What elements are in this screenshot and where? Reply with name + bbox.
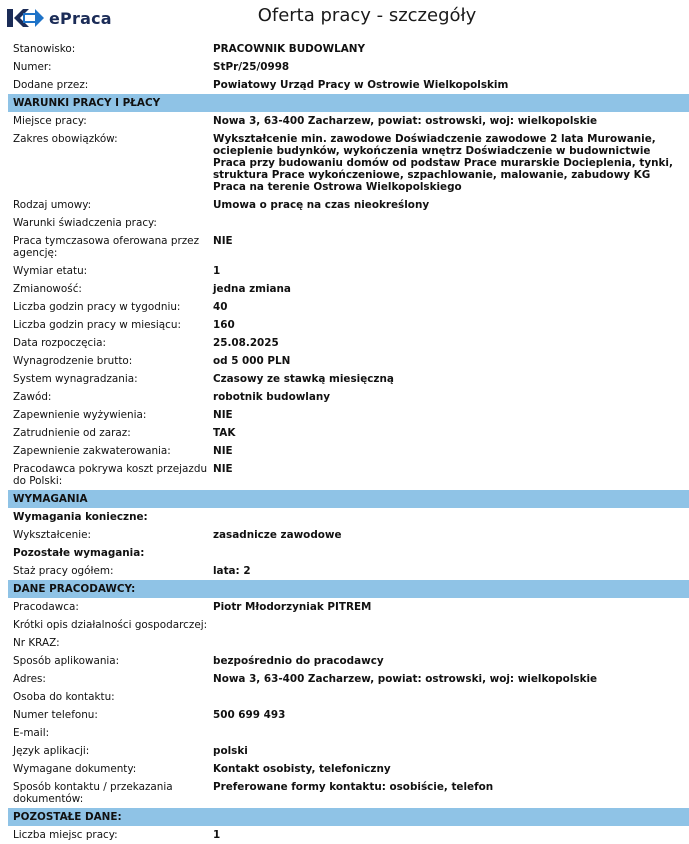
detail-row [8, 742, 689, 760]
detail-row [8, 316, 689, 334]
detail-row [8, 724, 689, 742]
detail-value: robotnik budowlany [213, 391, 331, 403]
detail-row [8, 526, 689, 544]
detail-row [8, 424, 689, 442]
detail-value: Nowa 3, 63-400 Zacharzew, powiat: ostrowski, woj: wielkopolskie [213, 673, 598, 685]
detail-row [8, 232, 689, 262]
detail-value: lata: 2 [213, 565, 251, 577]
detail-label: Sposób aplikowania: [13, 655, 120, 667]
detail-value: 1 [213, 829, 221, 841]
detail-value: StPr/25/0998 [213, 61, 290, 73]
detail-row [8, 388, 689, 406]
detail-label: Staż pracy ogółem: [13, 565, 114, 577]
detail-value: NIE [213, 463, 233, 475]
detail-label: Dodane przez: [13, 79, 89, 91]
detail-row [8, 334, 689, 352]
detail-label: Osoba do kontaktu: [13, 691, 115, 703]
detail-value: Umowa o pracę na czas nieokreślony [213, 199, 430, 211]
detail-label: Wymagane dokumenty: [13, 763, 137, 775]
detail-row [8, 112, 689, 130]
detail-value: 500 699 493 [213, 709, 286, 721]
detail-label: Data rozpoczęcia: [13, 337, 106, 349]
other-rows [8, 562, 689, 580]
detail-label: Wynagrodzenie brutto: [13, 355, 133, 367]
detail-value: NIE [213, 235, 233, 247]
warunki-rows [8, 112, 689, 490]
detail-value [213, 637, 689, 649]
detail-value: Kontakt osobisty, telefoniczny [213, 763, 391, 775]
detail-label: Wymiar etatu: [13, 265, 88, 277]
detail-value: NIE [213, 445, 233, 457]
detail-label: Zawód: [13, 391, 52, 403]
detail-value: Piotr Młodorzyniak PITREM [213, 601, 372, 613]
page-title: Oferta pracy - szczegóły [257, 5, 477, 26]
detail-row [8, 706, 689, 724]
pozostale-rows [8, 826, 689, 844]
section-pozostale: POZOSTAŁE DANE: [8, 808, 689, 826]
required-rows [8, 526, 689, 544]
detail-value: jedna zmiana [213, 283, 291, 295]
detail-value: 25.08.2025 [213, 337, 279, 349]
pracodawca-rows [8, 598, 689, 808]
detail-row [8, 58, 689, 76]
detail-label: Numer: [13, 61, 52, 73]
detail-value: 160 [213, 319, 235, 331]
detail-label: Krótki opis działalności gospodarczej: [13, 619, 208, 631]
detail-row [8, 76, 689, 94]
detail-value: NIE [213, 409, 233, 421]
detail-row [8, 688, 689, 706]
detail-value: 1 [213, 265, 221, 277]
detail-label: Pracodawca pokrywa koszt przejazdu do Polski: [13, 463, 208, 487]
detail-row [8, 778, 689, 808]
detail-value: Preferowane formy kontaktu: osobiście, telefon [213, 781, 494, 793]
detail-label: Liczba godzin pracy w tygodniu: [13, 301, 181, 313]
detail-value: bezpośrednio do pracodawcy [213, 655, 384, 667]
epraca-logo-icon [5, 7, 45, 29]
detail-row [8, 196, 689, 214]
detail-value [213, 217, 689, 229]
detail-row [8, 280, 689, 298]
detail-label: Miejsce pracy: [13, 115, 87, 127]
detail-label: Język aplikacji: [13, 745, 90, 757]
detail-label: Liczba miejsc pracy: [13, 829, 118, 841]
detail-label: Nr KRAZ: [13, 637, 60, 649]
section-pracodawca: DANE PRACODAWCY: [8, 580, 689, 598]
detail-value [213, 727, 689, 739]
detail-label: Rodzaj umowy: [13, 199, 92, 211]
page-header [0, 0, 689, 38]
logo-text: ePraca [49, 8, 112, 28]
detail-label: E-mail: [13, 727, 50, 739]
detail-row [8, 298, 689, 316]
detail-row [8, 40, 689, 58]
detail-row [8, 406, 689, 424]
detail-label: Adres: [13, 673, 46, 685]
detail-row [8, 562, 689, 580]
detail-value: zasadnicze zawodowe [213, 529, 342, 541]
detail-value: Nowa 3, 63-400 Zacharzew, powiat: ostrowski, woj: wielkopolskie [213, 115, 598, 127]
detail-value: Powiatowy Urząd Pracy w Ostrowie Wielkopolskim [213, 79, 509, 91]
detail-label: Zmianowość: [13, 283, 82, 295]
detail-label: System wynagradzania: [13, 373, 138, 385]
detail-value: Wykształcenie min. zawodowe Doświadczenie zawodowe 2 lata Murowanie, ocieplenie budynków, wykończenia wnętrz Doświadczenie w budownictwie Praca przy budowaniu domów od podstaw Prace murarskie Docieplenia, tynki, struktura Prace wykończeniowe, szpachlowanie, malowanie, zabudowy KG Praca na terenie Ostrowa Wielkopolskiego [213, 133, 673, 193]
detail-row [8, 760, 689, 778]
detail-row [8, 634, 689, 652]
detail-row [8, 460, 689, 490]
detail-label: Numer telefonu: [13, 709, 98, 721]
detail-value: Czasowy ze stawką miesięczną [213, 373, 394, 385]
section-wymagania: WYMAGANIA [8, 490, 689, 508]
detail-value: polski [213, 745, 248, 757]
detail-label: Warunki świadczenia pracy: [13, 217, 157, 229]
detail-value [213, 619, 689, 631]
detail-row [8, 352, 689, 370]
detail-label: Praca tymczasowa oferowana przez agencję: [13, 235, 200, 259]
detail-row [8, 214, 689, 232]
offer-details [8, 40, 689, 844]
top-rows [8, 40, 689, 94]
detail-value: od 5 000 PLN [213, 355, 291, 367]
detail-label: Stanowisko: [13, 43, 76, 55]
detail-row [8, 262, 689, 280]
required-heading: Wymagania konieczne: [13, 511, 148, 523]
detail-row [8, 826, 689, 844]
detail-row [8, 652, 689, 670]
detail-value: TAK [213, 427, 236, 439]
detail-row [8, 130, 689, 196]
detail-label: Zapewnienie zakwaterowania: [13, 445, 171, 457]
detail-label: Sposób kontaktu / przekazania dokumentów: [13, 781, 173, 805]
detail-row [8, 598, 689, 616]
detail-row [8, 616, 689, 634]
detail-value [213, 691, 689, 703]
detail-row [8, 370, 689, 388]
detail-label: Zapewnienie wyżywienia: [13, 409, 147, 421]
detail-row [8, 670, 689, 688]
detail-label: Zatrudnienie od zaraz: [13, 427, 131, 439]
detail-label: Wykształcenie: [13, 529, 91, 541]
detail-label: Pracodawca: [13, 601, 79, 613]
detail-label: Liczba godzin pracy w miesiącu: [13, 319, 181, 331]
detail-value: PRACOWNIK BUDOWLANY [213, 43, 365, 55]
detail-row [8, 442, 689, 460]
detail-value: 40 [213, 301, 228, 313]
section-warunki: WARUNKI PRACY I PŁACY [8, 94, 689, 112]
detail-label: Zakres obowiązków: [13, 133, 118, 145]
other-heading: Pozostałe wymagania: [13, 547, 145, 559]
